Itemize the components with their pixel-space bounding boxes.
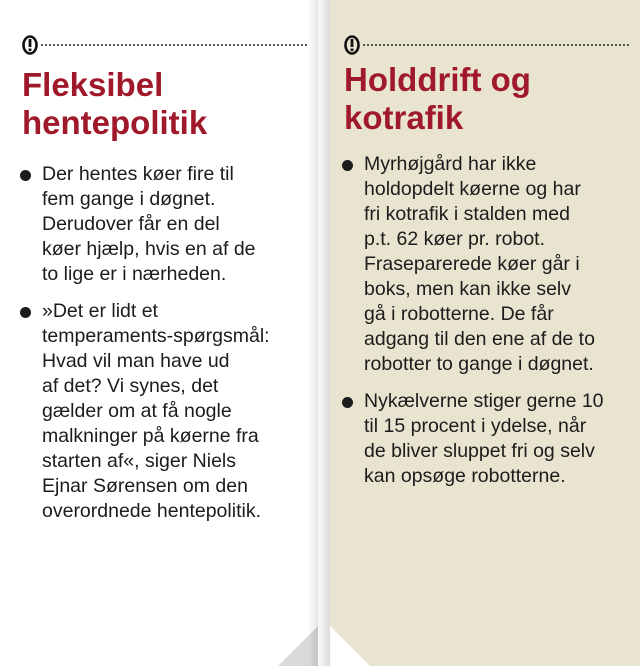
box-title: Holddrift og kotrafik [344, 61, 531, 136]
info-exclamation-icon [22, 35, 38, 55]
list-item-text: »Det er lidt et temperaments-spørgsmål: Hvad vil man have ud af det? Vi synes, det gælder om at få nogle malkninger på køerne fra starten af«, siger Niels Ejnar Sørensen om den overordnede hentepolitik. [42, 300, 270, 522]
list-item [20, 162, 298, 287]
corner-fold [330, 626, 370, 666]
section-marker [344, 34, 629, 56]
dotted-rule [363, 44, 629, 46]
bullet-dot-icon [342, 160, 353, 171]
list-item [20, 299, 298, 524]
bullet-list [20, 162, 298, 536]
list-item-text: Myrhøjgård har ikke holdopdelt køerne og har fri kotrafik i stalden med p.t. 62 køer pr. robot. Fraseparerede køer går i boks, men kan ikke selv gå i robotterne. De får adgang til den ene af de to robotter to gange i døgnet. [364, 153, 595, 375]
info-exclamation-icon [344, 35, 360, 55]
bullet-list [342, 152, 638, 501]
section-marker [22, 34, 307, 56]
list-item-text: Der hentes køer fire til fem gange i døgnet. Derudover får en del køer hjælp, hvis en af de to lige er i nærheden. [42, 163, 256, 285]
dotted-rule [41, 44, 307, 46]
list-item [342, 152, 638, 377]
info-box-left [0, 0, 318, 666]
bullet-dot-icon [342, 397, 353, 408]
corner-fold [278, 626, 318, 666]
box-title: Fleksibel hentepolitik [22, 66, 208, 141]
list-item [342, 389, 638, 489]
info-box-right [330, 0, 640, 666]
bullet-dot-icon [20, 307, 31, 318]
bullet-dot-icon [20, 170, 31, 181]
list-item-text: Nykælverne stiger gerne 10 til 15 procent i ydelse, når de bliver sluppet fri og selv kan opsøge robotterne. [364, 390, 604, 487]
